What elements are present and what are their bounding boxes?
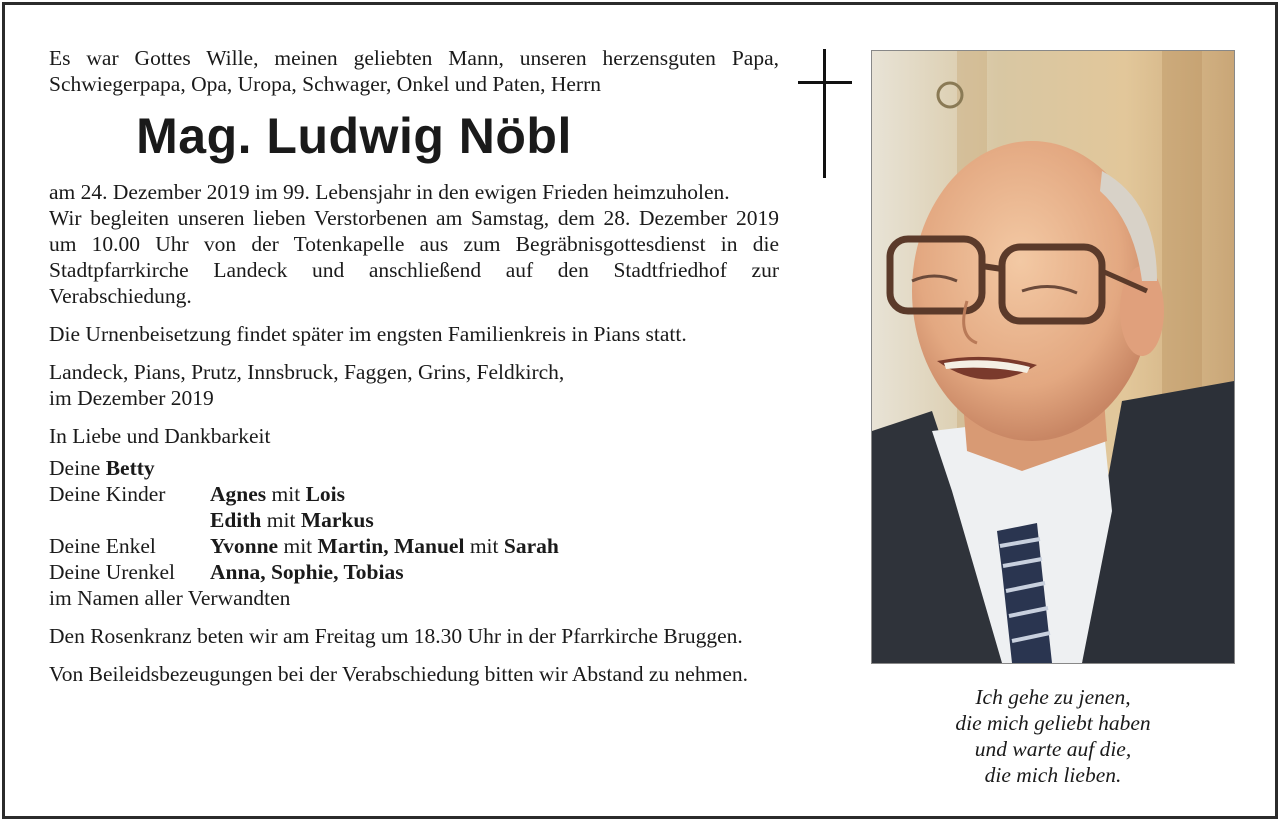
rosary-info: Den Rosenkranz beten wir am Freitag um 18.30 Uhr in der Pfarrkirche Bruggen. (49, 624, 743, 648)
relatives-line: im Namen aller Verwandten (49, 586, 291, 610)
wife-label: Deine (49, 456, 101, 480)
date-line: im Dezember 2019 (49, 386, 214, 410)
death-line: am 24. Dezember 2019 im 99. Lebensjahr in den ewigen Frieden heimzuholen. (49, 180, 730, 204)
intro-text: Es war Gottes Wille, meinen geliebten Mann, unseren herzensguten Papa, Schwiegerpapa, Opa, Uropa, Schwager, Onkel und Paten, Herrn (49, 46, 779, 96)
condolence-note: Von Beileidsbezeugungen bei der Verabschiedung bitten wir Abstand zu nehmen. (49, 662, 748, 686)
family-grandchildren (49, 533, 779, 559)
portrait-image (872, 51, 1234, 663)
mit-word: mit (271, 482, 301, 506)
urn-info: Die Urnenbeisetzung findet später im engsten Familienkreis in Pians statt. (49, 322, 687, 346)
verse-line: die mich lieben. (984, 763, 1122, 787)
places-line: Landeck, Pians, Prutz, Innsbruck, Faggen, Grins, Feldkirch, (49, 360, 565, 384)
deceased-name: Mag. Ludwig Nöbl (136, 108, 572, 164)
family-wife (49, 455, 779, 481)
child-name: Agnes (210, 482, 267, 506)
great-grandchildren-label: Deine Urenkel (49, 560, 175, 584)
grandchild-name: Yvonne (210, 534, 279, 558)
closing-line: In Liebe und Dankbarkeit (49, 424, 271, 448)
family-children-1 (49, 481, 779, 507)
partner-name: Markus (300, 508, 374, 532)
mit-word: mit (266, 508, 296, 532)
funeral-info: Wir begleiten unseren lieben Verstorbenen am Samstag, dem 28. Dezember 2019 um 10.00 Uhr von der Totenkapelle aus zum Begräbnisgottesdienst in die Stadtpfarrkirche Landeck und anschließend auf den Stadtfriedhof zur Verabschiedung. (49, 206, 779, 308)
mit-word: mit (283, 534, 313, 558)
wife-name: Betty (105, 456, 155, 480)
family-great-grandchildren (49, 559, 779, 585)
obituary-notice (2, 2, 1278, 819)
cross-icon (823, 49, 826, 178)
verse-line: und warte auf die, (974, 737, 1132, 761)
notice-text-column (49, 45, 779, 687)
grandchildren-label: Deine Enkel (49, 534, 156, 558)
mit-word: mit (469, 534, 499, 558)
children-label: Deine Kinder (49, 482, 166, 506)
grandchild-partners: Martin, Manuel (317, 534, 465, 558)
memorial-verse (871, 684, 1235, 788)
great-grandchildren-names: Anna, Sophie, Tobias (210, 560, 404, 584)
cross-icon-bar (798, 81, 852, 84)
child-name: Edith (210, 508, 262, 532)
portrait-photo (871, 50, 1235, 664)
verse-line: Ich gehe zu jenen, (975, 685, 1131, 709)
partner-name: Sarah (503, 534, 559, 558)
partner-name: Lois (305, 482, 346, 506)
family-children-2 (49, 507, 779, 533)
verse-line: die mich geliebt haben (955, 711, 1151, 735)
